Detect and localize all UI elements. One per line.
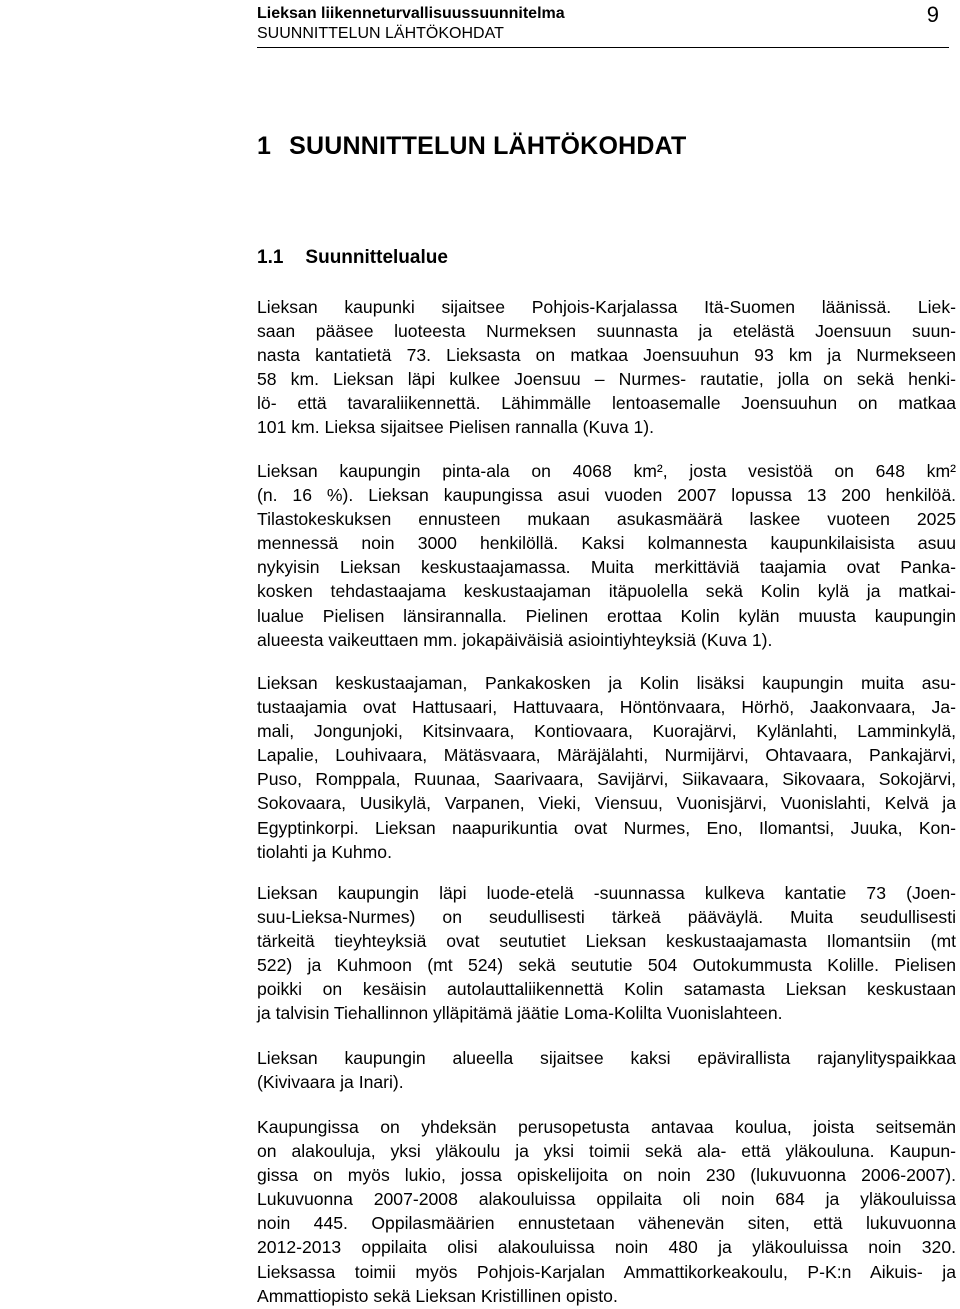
paragraph-line: tärkeitä tieyhteyksiä ovat seututiet Lieksan keskustaajamasta Ilomantsiin (mt [257,931,956,952]
paragraph-line: nasta kantatietä 73. Lieksasta on matkaa Joensuuhun 93 km ja Nurmekseen [257,345,956,366]
paragraph-line: Lapalie, Louhivaara, Mätäsvaara, Märäjälahti, Nurmijärvi, Ohtavaara, Pankajärvi, [257,745,956,766]
paragraph-line: Tilastokeskuksen ennusteen mukaan asukasmäärä laskee vuoteen 2025 [257,509,956,530]
paragraph-line: Sokovaara, Uusikylä, Varpanen, Vieki, Viensuu, Vuonisjärvi, Vuonislahti, Kelvä ja [257,793,956,814]
paragraph [257,459,956,652]
header-divider [257,47,949,48]
paragraph-line: Lieksan kaupunki sijaitsee Pohjois-Karjalassa Itä-Suomen läänissä. Liek- [257,297,956,317]
section-heading [257,247,448,269]
paragraph-line: Lieksan kaupungin pinta-ala on 4068 km², josta vesistöä on 648 km² [257,461,956,481]
paragraph-line: alueesta vaikeuttaen mm. jokapäiväisiä asiointiyhteyksiä (Kuva 1). [257,629,773,650]
paragraph-line: 58 km. Lieksan läpi kulkee Joensuu – Nurmes- rautatie, jolla on sekä henki- [257,369,956,390]
paragraph-line: ja talvisin Tiehallinnon ylläpitämä jäätie Loma-Kolilta Vuonislahteen. [257,1003,783,1024]
paragraph-line: Lukuvuonna 2007-2008 alakouluissa oppilaita oli noin 684 ja yläkouluissa [257,1189,956,1210]
paragraph-line: on alakouluja, yksi yläkoulu ja yksi toimii sekä ala- että yläkouluna. Kaupun- [257,1141,956,1162]
paragraph-line: tustaajamia ovat Hattusaari, Hattuvaara, Höntönvaara, Hörhö, Jaakonvaara, Ja- [257,697,956,718]
paragraph-line: Lieksan keskustaajaman, Pankakosken ja Kolin lisäksi kaupungin muita asu- [257,673,956,693]
document-title: Lieksan liikenneturvallisuussuunnitelma [257,5,565,22]
paragraph [257,671,956,864]
section-number: 1.1 [257,247,284,268]
paragraph-line: Lieksan kaupungin alueella sijaitsee kaksi epävirallista rajanylityspaikkaa [257,1048,956,1068]
paragraph-line: suu-Lieksa-Nurmes) on seudullisesti tärkeä pääväylä. Muita seudullisesti [257,907,956,928]
section-heading-title: Suunnittelualue [305,247,448,268]
paragraph [257,881,956,1026]
chapter-heading [257,132,686,161]
paragraph-line: noin 445. Oppilasmäärien ennustetaan vähenevän siten, että lukuvuonna [257,1213,956,1234]
paragraph-line: mennessä noin 3000 henkilöllä. Kaksi kolmannesta kaupunkilaisista asuu [257,533,956,554]
paragraph-line: Egyptinkorpi. Lieksan naapurikuntia ovat Nurmes, Eno, Ilomantsi, Juuka, Kon- [257,817,956,838]
paragraph-line: (n. 16 %). Lieksan kaupungissa asui vuoden 2007 lopussa 13 200 henkilöä. [257,485,956,506]
paragraph [257,295,956,440]
paragraph-line: lualue Pielisen länsirannalla. Pielinen erottaa Kolin kylän muusta kaupungin [257,605,956,626]
paragraph-line: gissa on myös lukio, jossa opiskelijoita on noin 230 (lukuvuonna 2006-2007). [257,1165,956,1186]
paragraph-line: Kaupungissa on yhdeksän perusopetusta antavaa koulua, joista seitsemän [257,1117,956,1137]
paragraph-line: poikki on kesäisin autolauttaliikennettä Kolin satamasta Lieksan keskustaan [257,979,956,1000]
paragraph-line: Ammattiopisto sekä Lieksan Kristillinen opisto. [257,1285,618,1306]
paragraph-line: saan pääsee luoteesta Nurmeksen suunnasta ja etelästä Joensuun suun- [257,321,956,342]
paragraph-line: mali, Jongunjoki, Kitsinvaara, Kontiovaara, Kuorajärvi, Kylänlahti, Lamminkylä, [257,721,956,742]
running-header [257,4,949,44]
paragraph-line: kosken tehdastaajama keskustaajaman itäpuolella sekä Kolin kylä ja matkai- [257,581,956,602]
paragraph-line: nykyisin Lieksan keskustaajamassa. Muita merkittäviä taajamia ovat Panka- [257,557,956,578]
paragraph [257,1046,956,1094]
paragraph-line: 2012-2013 oppilaita olisi alakouluissa noin 480 ja yläkouluissa noin 320. [257,1237,956,1258]
paragraph-line: tiolahti ja Kuhmo. [257,841,392,862]
paragraph-line: 101 km. Lieksa sijaitsee Pielisen rannalla (Kuva 1). [257,417,655,438]
paragraph-line: (Kivivaara ja Inari). [257,1072,404,1093]
paragraph-line: Lieksassa toimii myös Pohjois-Karjalan Ammattikorkeakoulu, P-K:n Aikuis- ja [257,1261,956,1282]
paragraph [257,1115,956,1308]
paragraph-line: lö- että tavaraliikennettä. Lähimmälle lentoasemalle Joensuuhun on matkaa [257,393,956,414]
page-number: 9 [926,2,939,27]
section-title: SUUNNITTELUN LÄHTÖKOHDAT [257,25,504,42]
chapter-number: 1 [257,132,272,160]
paragraph-line: Lieksan kaupungin läpi luode-etelä -suunnassa kulkeva kantatie 73 (Joen- [257,883,956,903]
paragraph-line: Puso, Romppala, Ruunaa, Saarivaara, Savijärvi, Siikavaara, Sikovaara, Sokojärvi, [257,769,956,790]
paragraph-line: 522) ja Kuhmoon (mt 524) sekä seututie 504 Outokummusta Kolille. Pielisen [257,955,956,976]
chapter-title: SUUNNITTELUN LÄHTÖKOHDAT [289,132,687,160]
